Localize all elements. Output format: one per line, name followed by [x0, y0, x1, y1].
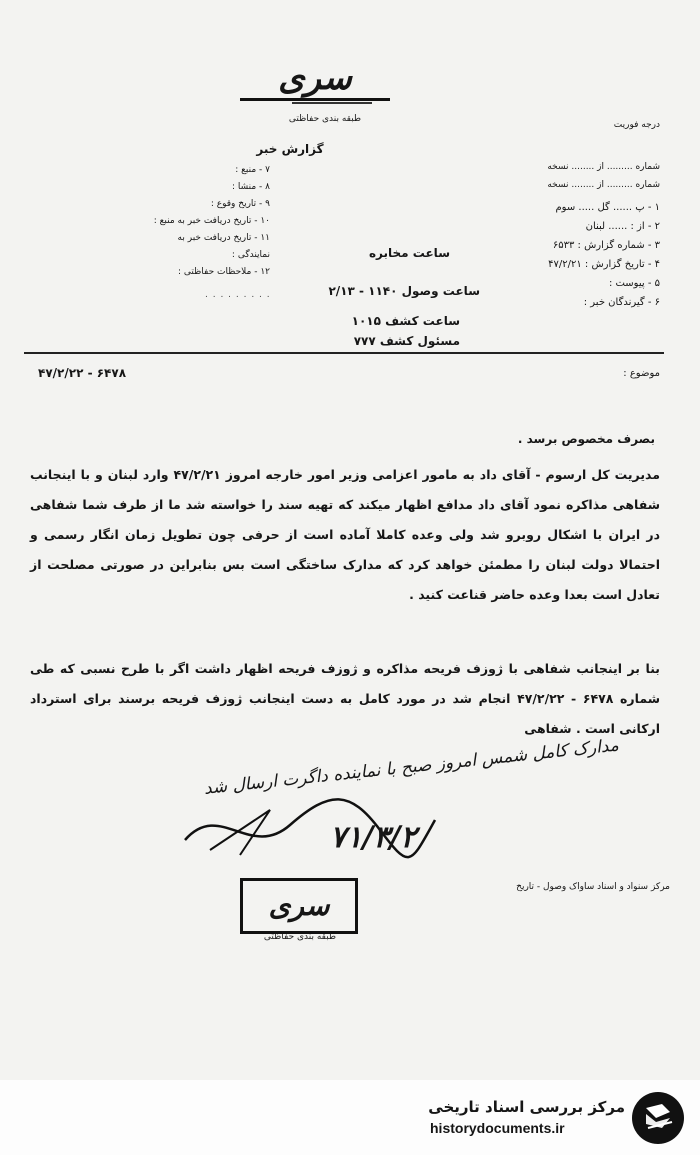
field-left-12: ۱۲ - ملاحظات حفاظتی :: [178, 267, 270, 277]
classification-stamp: [240, 58, 390, 101]
fields-right: [480, 198, 660, 312]
header-divider: [24, 352, 664, 354]
field-right-3: ۳ - شماره گزارش : ۶۵۳۳: [552, 240, 660, 251]
bottom-stamp-note: مرکز سنواد و اسناد ساواک وصول - تاریخ: [516, 882, 670, 892]
bottom-classification-stamp: [240, 878, 358, 934]
classification-sub: طبقه بندی حفاظتی: [288, 114, 362, 124]
field-right-6: ۶ - گیرندگان خبر :: [583, 297, 660, 308]
field-left-8: ۸ - منشا :: [231, 182, 270, 192]
field-right-4: ۴ - تاریخ گزارش : ۴۷/۲/۲۱: [548, 259, 660, 270]
footer-site-url: historydocuments.ir: [430, 1120, 565, 1136]
field-right-5: ۵ - پیوست :: [608, 278, 660, 289]
classification-underline: [292, 102, 372, 104]
field-right-1: ۱ - پ ...... گل ..... سوم: [555, 202, 660, 213]
serial-row-1: شماره ......... از ........ نسخه: [547, 162, 660, 172]
fields-left: [150, 162, 270, 281]
handwritten-date: ۷۱/۳/۲: [330, 820, 417, 855]
priority-label: درجه فوریت: [613, 120, 660, 130]
subject-label: موضوع :: [623, 368, 660, 379]
bottom-classification-sub: طبقه بندی حفاظتی: [263, 932, 337, 942]
handwritten-note: مدارک کامل شمس امروز صبح با نماینده داگرت ارسال شد: [202, 735, 620, 799]
serial-row-2: شماره ......... از ........ نسخه: [547, 180, 660, 190]
classification-text: سری: [278, 58, 352, 98]
field-left-10: ۱۰ - تاریخ دریافت خبر به منبع :: [153, 216, 270, 226]
field-left-9: ۹ - تاریخ وقوع :: [210, 199, 270, 209]
field-right-2: ۲ - از : ...... لبنان: [585, 221, 660, 232]
footer-site-name: مرکز بررسی اسناد تاریخی: [428, 1098, 625, 1116]
field-receipt-time: ساعت وصول ۱۱۴۰ - ۲/۱۳: [328, 284, 480, 298]
bottom-classification-text: سری: [268, 889, 330, 922]
field-left-11: ۱۱ - تاریخ دریافت خبر به نمایندگی :: [177, 233, 270, 260]
report-title: گزارش خبر: [256, 142, 324, 156]
field-left-7: ۷ - منبع :: [235, 165, 270, 175]
field-decoder: مسئول کشف ۷۷۷: [353, 334, 460, 348]
body-paragraph-2: بنا بر اینجانب شفاهی با ژوزف فریحه مذاکره و ژوزف فریحه اظهار داشت اگر با طرح نسبی که طی شماره ۶۴۷۸ - ۴۷/۲/۲۲ انجام شد در مورد کامل به دست اینجانب ژوزف فریحه برسند برای استرداد ارکانی است . شفاهی: [30, 661, 660, 736]
site-logo-icon: [632, 1092, 684, 1144]
salutation: بصرف مخصوص برسد .: [517, 432, 655, 446]
subject-ref: ۴۷/۲/۲۲ - ۶۴۷۸: [38, 366, 127, 380]
field-decode-time: ساعت کشف ۱۰۱۵: [351, 314, 460, 328]
body-paragraph-1: مدیریت کل ارسوم - آقای داد به مامور اعزامی وزیر امور خارجه امروز ۴۷/۲/۲۱ وارد لبنان و با اینجانب شفاهی مذاکره نمود آقای داد مدافع اظهار میکند که تهیه سند را خواسته شد ما از طرف شما شفاهی در ایران با اشکال روبرو شد ولی وعده کاملا آماده است از حرفی چون تطویل زمان انگار رسمی و احتمالا دولت لبنان را مطمئن خواهد کرد که مدارک ساختگی است بس بنابراین در صورتی مصلحت از تعادل است بعدا وعده حاضر قناعت کنید .: [30, 467, 660, 602]
dotted-separator: . . . . . . . . .: [205, 290, 271, 300]
footer-banner: [0, 1080, 700, 1155]
field-transmit-time: ساعت مخابره: [368, 246, 450, 260]
